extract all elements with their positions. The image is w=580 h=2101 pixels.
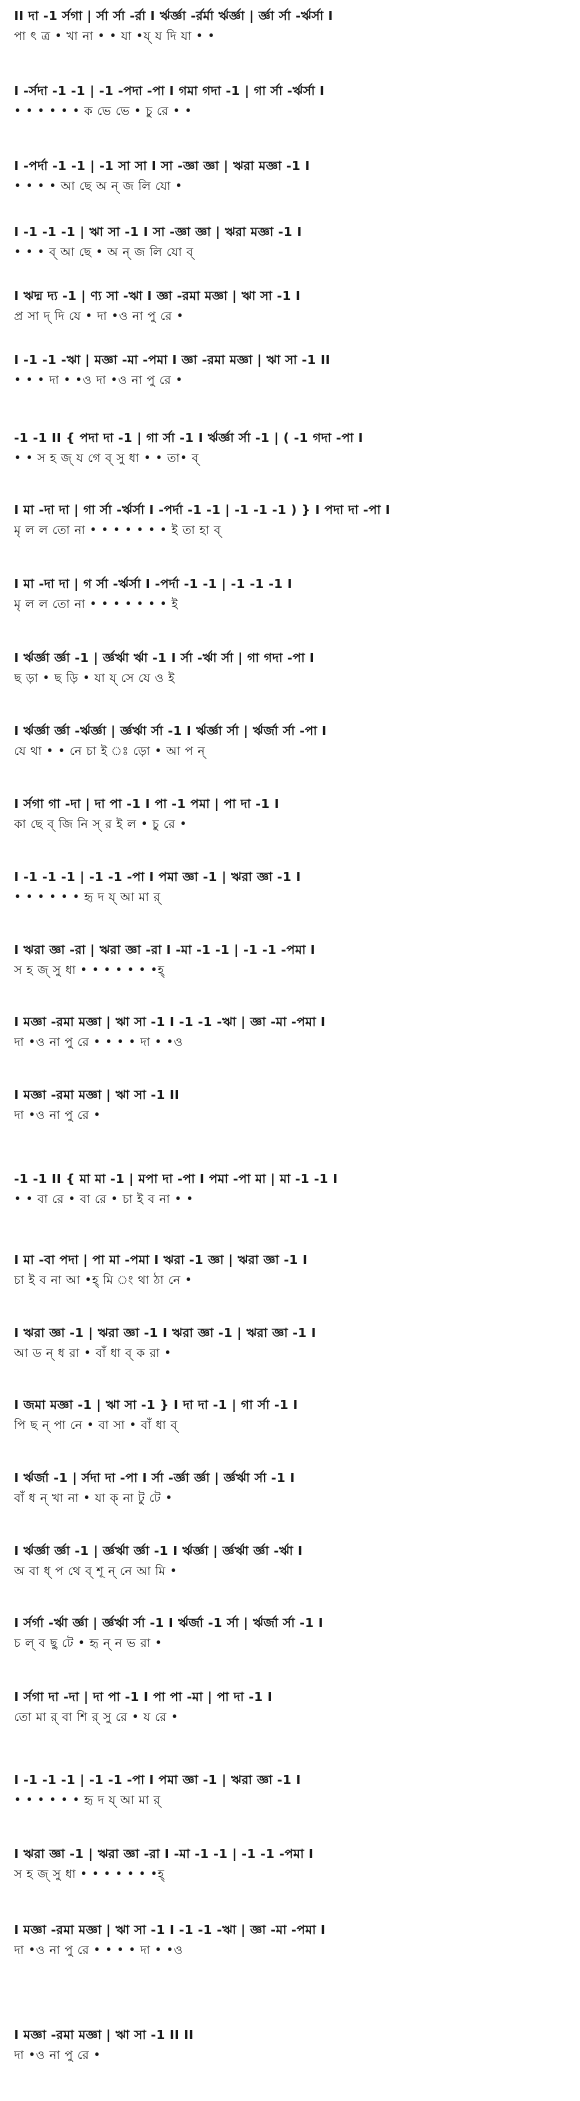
lyric-row: স হ জ্ সু ধা • • • • • • •হ্: [14, 963, 165, 977]
swara-row: I জমা মজ্ঞা -1 | ঋা সা -1 } I দা দা -1 | গা র্সা -1 I: [14, 1397, 298, 1412]
swara-row: I -পর্দা -1 -1 | -1 সা সা I সা -জ্ঞা জ্ঞা | ঋরা মজ্ঞা -1 I: [14, 158, 310, 173]
swara-row: I র্ঋর্জ্ঞা র্জ্ঞা -র্ঋর্জ্ঞা | র্জ্ঞর্ঋা র্সা -1 I র্ঋর্জ্ঞা র্সা | র্ঋর্জা র্সা -পা I: [14, 723, 327, 738]
swara-row: I মা -দা দা | গ র্সা -র্ঋর্সা I -পর্দা -1 -1 | -1 -1 -1 I: [14, 576, 293, 591]
lyric-row: অ বা ধ্ প থে ব্ শূ ন্ নে আ মি •: [14, 1564, 178, 1578]
lyric-row: চ ল্ ব ছু টে • হৃ ন্ ন ভ রা •: [14, 1636, 163, 1650]
swara-row: I -র্সদা -1 -1 | -1 -পদা -পা I গমা গদা -1 | গা র্সা -র্ঋর্সা I: [14, 83, 325, 98]
swara-row: I র্ঋর্জ্ঞা র্জ্ঞা -1 | র্জ্ঞর্ঋা র্ঋা -1 I র্সা -র্ঋা র্সা | গা গদা -পা I: [14, 650, 315, 665]
swara-row: I -1 -1 -1 | -1 -1 -পা I পমা জ্ঞা -1 | ঋরা জ্ঞা -1 I: [14, 1772, 301, 1787]
lyric-row: • • • • আ ছে অ ন্ জ লি যো •: [14, 179, 183, 193]
lyric-row: মৃ ল ল তো না • • • • • • • ই তা হা ব্: [14, 523, 221, 537]
lyric-row: দা •ও না পু রে •: [14, 2048, 101, 2062]
lyric-row: কা ছে ব্ জি নি স্ র ই ল • চু রে •: [14, 817, 188, 831]
swara-row: -1 -1 II { পদা দা -1 | গা র্সা -1 I র্ঋর্জ্ঞা র্সা -1 | ( -1 গদা -পা I: [14, 430, 364, 445]
swara-row: I র্ঋর্জা -1 | র্সদা দা -পা I র্সা -র্জ্ঞা র্জ্ঞা | র্জ্ঞর্ঋা র্সা -1 I: [14, 1470, 295, 1485]
lyric-row: স হ জ্ সু ধা • • • • • • •হ্: [14, 1867, 165, 1881]
lyric-row: • • • • • • হৃ দ য্ আ মা র্: [14, 1793, 161, 1807]
swara-row: I ঋদ্ম দ্য -1 | ণ্য সা -ঋা I জ্ঞা -রমা মজ্ঞা | ঋা সা -1 I: [14, 288, 301, 303]
swara-row: I ঋরা জ্ঞা -1 | ঋরা জ্ঞা -1 I ঋরা জ্ঞা -1 | ঋরা জ্ঞা -1 I: [14, 1325, 317, 1340]
swara-row: I মজ্ঞা -রমা মজ্ঞা | ঋা সা -1 II: [14, 1087, 180, 1102]
swara-row: I ঋরা জ্ঞা -1 | ঋরা জ্ঞা -রা I -মা -1 -1 | -1 -1 -পমা I: [14, 1846, 314, 1861]
lyric-row: পি ছ ন্ পা নে • বা সা • বাঁ ধা ব্: [14, 1418, 178, 1432]
lyric-row: • • • • • • ক ভে ভে • চু রে • •: [14, 104, 193, 118]
swara-row: -1 -1 II { মা মা -1 | মপা দা -পা I পমা -পা মা | মা -1 -1 I: [14, 1171, 338, 1186]
lyric-row: দা •ও না পু রে • • • • দা • •ও: [14, 1035, 183, 1049]
lyric-row: • • • • • • হৃ দ য্ আ মা র্: [14, 890, 161, 904]
lyric-row: পা ৎ ত্র • খা না • • যা •য্ য দি যা • •: [14, 29, 216, 43]
lyric-row: যে থা • • নে চা ই ঃ ড়ো • আ প ন্: [14, 744, 206, 758]
lyric-row: ছ ড়া • ছ ড়ি • যা য্ সে যে ও ই: [14, 671, 175, 685]
lyric-row: দা •ও না পু রে •: [14, 1108, 101, 1122]
lyric-row: • • • দা • •ও দা •ও না পু রে •: [14, 373, 183, 387]
lyric-row: তো মা র্ বা শি র্ সু রে • য রে •: [14, 1710, 179, 1724]
swara-row: I মা -দা দা | গা র্সা -র্ঋর্সা I -পর্দা -1 -1 | -1 -1 -1 ) } I পদা দা -পা I: [14, 502, 391, 517]
swara-row: I র্সর্গা -র্ঋা র্জ্ঞা | র্জ্ঞর্ঋা র্সা -1 I র্ঋর্জা -1 র্সা | র্ঋর্জা র্সা -1 I: [14, 1615, 324, 1630]
swara-row: I মজ্ঞা -রমা মজ্ঞা | ঋা সা -1 II II: [14, 2027, 194, 2042]
lyric-row: আ ড ন্ ধ রা • বাঁ ধা ব্ ক রা •: [14, 1346, 172, 1360]
swara-row: I ঋরা জ্ঞা -রা | ঋরা জ্ঞা -রা I -মা -1 -1 | -1 -1 -পমা I: [14, 942, 316, 957]
swara-row: I -1 -1 -1 | ঋা সা -1 I সা -জ্ঞা জ্ঞা | ঋরা মজ্ঞা -1 I: [14, 224, 302, 239]
lyric-row: বাঁ ধ ন্ খা না • যা ক্ না টু টে •: [14, 1491, 173, 1505]
swara-row: I মজ্ঞা -রমা মজ্ঞা | ঋা সা -1 I -1 -1 -ঋা | জ্ঞা -মা -পমা I: [14, 1922, 326, 1937]
swara-row: I মা -বা পদা | পা মা -পমা I ঋরা -1 জ্ঞা | ঋরা জ্ঞা -1 I: [14, 1252, 308, 1267]
lyric-row: • • বা রে • বা রে • চা ই ব না • •: [14, 1192, 194, 1206]
lyric-row: দা •ও না পু রে • • • • দা • •ও: [14, 1943, 183, 1957]
swara-row: II দা -1 র্সগা | র্সা র্সা -র্রা I র্ঋর্জ্ঞা -র্রর্মা র্ঋর্জ্ঞা | র্জ্ঞা র্সা -র্ঋর্সা I: [14, 8, 333, 23]
lyric-row: প্র সা দ্ দি যে • দা •ও না পু রে •: [14, 309, 184, 323]
swara-row: I -1 -1 -ঋা | মজ্ঞা -মা -পমা I জ্ঞা -রমা মজ্ঞা | ঋা সা -1 II: [14, 352, 331, 367]
swara-row: I র্সগা গা -দা | দা পা -1 I পা -1 পমা | পা দা -1 I: [14, 796, 280, 811]
swara-row: I র্সগা দা -দা | দা পা -1 I পা পা -মা | পা দা -1 I: [14, 1689, 273, 1704]
lyric-row: মৃ ল ল তো না • • • • • • • ই: [14, 597, 179, 611]
lyric-row: চা ই ব না আ •হ্ মি ং থা ঠা নে •: [14, 1273, 193, 1287]
lyric-row: • • স হ জ্ য গে ব্ সু ধা • • তা• ব্: [14, 451, 199, 465]
swara-row: I -1 -1 -1 | -1 -1 -পা I পমা জ্ঞা -1 | ঋরা জ্ঞা -1 I: [14, 869, 301, 884]
swara-row: I মজ্ঞা -রমা মজ্ঞা | ঋা সা -1 I -1 -1 -ঋা | জ্ঞা -মা -পমা I: [14, 1014, 326, 1029]
lyric-row: • • • ব্ আ ছে • অ ন্ জ লি যো ব্: [14, 245, 194, 259]
swara-row: I র্ঋর্জ্ঞা র্জ্ঞা -1 | র্জ্ঞর্ঋা র্জ্ঞা -1 I র্ঋর্জ্ঞা | র্জ্ঞর্ঋা র্জ্ঞা -র্ঋা I: [14, 1543, 303, 1558]
